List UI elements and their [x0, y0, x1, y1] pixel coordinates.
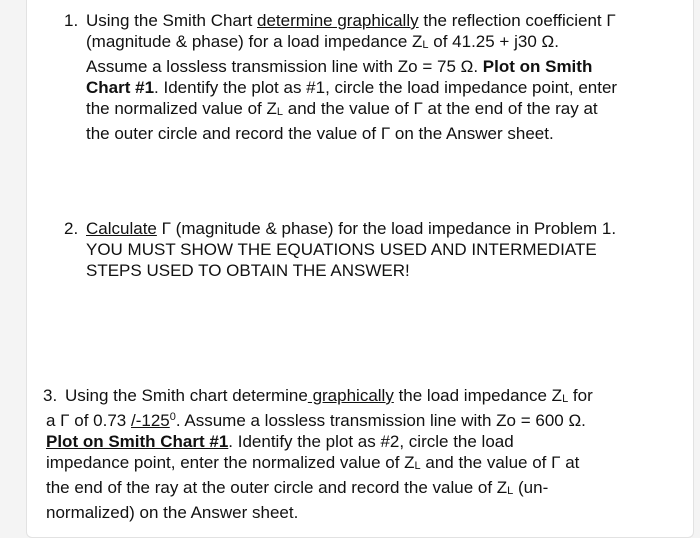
text-run: (un-: [513, 478, 549, 497]
text-run: impedance point, enter the normalized value of Z: [46, 453, 415, 472]
problem-3: [43, 385, 593, 523]
subscript: L: [414, 460, 421, 472]
problem-2-line-3: STEPS USED TO OBTAIN THE ANSWER!: [86, 261, 410, 280]
problem-1-line-6: the outer circle and record the value of Γ on the Answer sheet.: [86, 124, 554, 143]
text-run: and the value of Γ at: [420, 453, 580, 472]
text-run: the normalized value of Z: [86, 99, 277, 118]
text-run: the reflection coefficient Γ: [418, 11, 616, 30]
text-run: a Γ of 0.73: [46, 411, 131, 430]
bold-text: Plot on Smith: [482, 57, 593, 76]
problem-2: [64, 218, 616, 281]
text-run: and the value of Γ at the end of the ray at: [283, 99, 598, 118]
subscript: L: [507, 485, 514, 497]
text-run: . Identify the plot as #2, circle the load: [228, 432, 514, 451]
text-run: Γ (magnitude & phase) for the load impedance in Problem 1.: [156, 219, 617, 238]
subscript: L: [422, 39, 429, 51]
bold-text: Chart #1: [86, 78, 155, 97]
degree-superscript: 0: [169, 411, 176, 423]
problem-3-number: 3.: [43, 386, 58, 405]
text-run: of 41.25 + j30 Ω.: [428, 32, 559, 51]
problem-3-line-4: [46, 452, 593, 477]
problem-3-line-1: [65, 385, 593, 410]
problem-1-line-1: [86, 10, 617, 31]
document-page: [26, 0, 694, 538]
underlined-text: determine graphically: [257, 11, 419, 30]
problem-3-line-2: [46, 410, 593, 431]
problem-1-line-5: [86, 98, 617, 123]
problem-2-line-2: YOU MUST SHOW THE EQUATIONS USED AND INTERMEDIATE: [86, 240, 597, 259]
problem-1-number: 1.: [64, 11, 79, 30]
underlined-text: graphically: [307, 386, 394, 405]
problem-3-line-3: [46, 431, 593, 452]
underlined-text: Calculate: [86, 219, 157, 238]
text-run: Using the Smith chart determine: [65, 386, 308, 405]
problem-1-line-3: [86, 56, 617, 77]
problem-3-line-6: normalized) on the Answer sheet.: [46, 503, 299, 522]
problem-3-line-5: [46, 477, 593, 502]
text-run: for: [568, 386, 593, 405]
phase-angle: /-125: [130, 411, 170, 430]
underlined-bold-text: Plot on Smith Chart #1: [46, 432, 229, 451]
text-run: (magnitude & phase) for a load impedance Z: [86, 32, 423, 51]
problem-1-line-4: [86, 77, 617, 98]
problem-1-line-2: [86, 31, 617, 56]
text-run: . Assume a lossless transmission line with Zo = 600 Ω.: [175, 411, 586, 430]
text-run: Assume a lossless transmission line with Zo = 75 Ω.: [86, 57, 483, 76]
problem-2-number: 2.: [64, 219, 79, 238]
subscript: L: [276, 106, 284, 118]
text-run: Using the Smith Chart: [86, 11, 258, 30]
text-run: the load impedance Z: [393, 386, 563, 405]
problem-1: [64, 10, 617, 144]
problem-2-line-1: [86, 218, 616, 239]
text-run: the end of the ray at the outer circle and record the value of Z: [46, 478, 508, 497]
text-run: . Identify the plot as #1, circle the load impedance point, enter: [154, 78, 618, 97]
subscript: L: [562, 393, 569, 405]
